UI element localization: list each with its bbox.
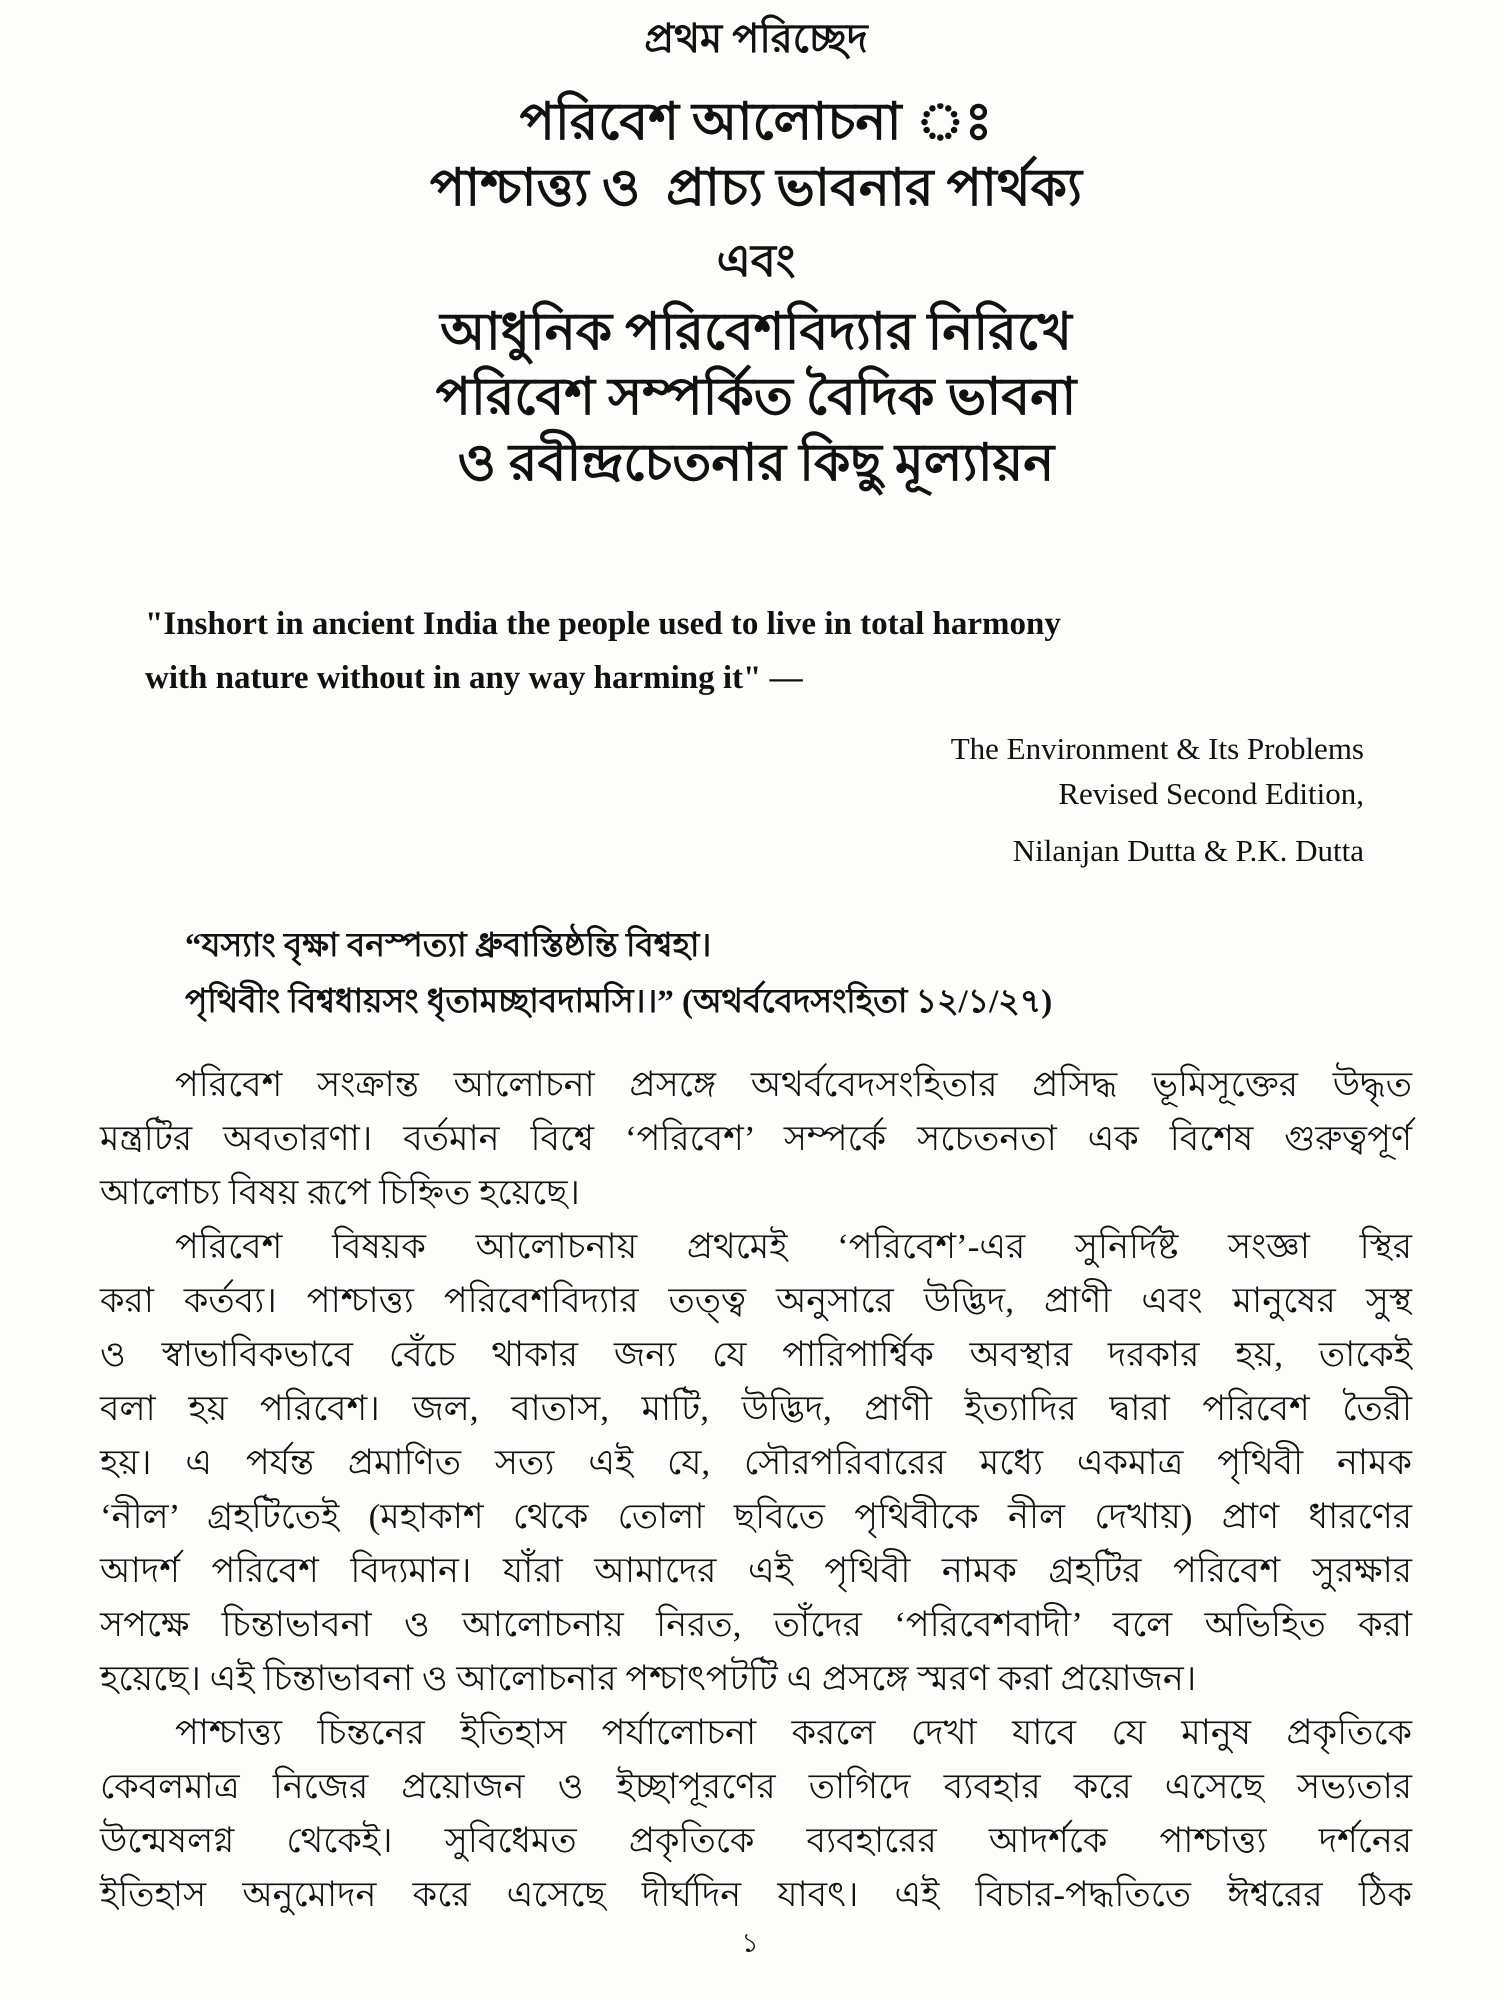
body-line: পরিবেশ সংক্রান্ত আলোচনা প্রসঙ্গে অথর্ববেদসংহিতার প্রসিদ্ধ ভূমিসূক্তের উদ্ধৃত [175,1065,1412,1105]
body-line: আদর্শ পরিবেশ বিদ্যমান। যাঁরা আমাদের এই পৃথিবী নামক গ্রহটির পরিবেশ সুরক্ষার [100,1551,1412,1591]
body-line: ইতিহাস অনুমোদন করে এসেছে দীর্ঘদিন যাবৎ। এই বিচার-পদ্ধতিতে ঈশ্বরের ঠিক [100,1875,1412,1915]
body-line: আলোচ্য বিষয় রূপে চিহ্নিত হয়েছে। [100,1173,580,1213]
vedic-verse [100,918,1412,1030]
verse-line-2: পৃথিবীং বিশ্বধায়সং ধৃতামচ্ছাবদামসি।।” (অথর্ববেদসংহিতা ১২/১/২৭) [185,984,1053,1021]
body-line: ‘নীল’ গ্রহটিতেই (মহাকাশ থেকে তোলা ছবিতে পৃথিবীকে নীল দেখায়) প্রাণ ধারণের [100,1497,1412,1537]
paragraph-3 [100,1706,1412,1922]
body-line: পরিবেশ বিষয়ক আলোচনায় প্রথমেই ‘পরিবেশ’-এর সুনির্দিষ্ট সংজ্ঞা স্থির [175,1227,1412,1267]
body-text [100,1058,1412,1922]
body-line: উন্মেষলগ্ন থেকেই। সুবিধেমত প্রকৃতিকে ব্যবহারের আদর্শকে পাশ্চাত্ত্য দর্শনের [100,1821,1412,1861]
body-line: করা কর্তব্য। পাশ্চাত্ত্য পরিবেশবিদ্যার তত্ত্ব অনুসারে উদ্ভিদ, প্রাণী এবং মানুষের সুস্থ [100,1281,1412,1321]
body-line: ও স্বাভাবিকভাবে বেঁচে থাকার জন্য যে পারিপার্শ্বিক অবস্থার দরকার হয়, তাকেই [100,1335,1412,1375]
title-line-5: পরিবেশ সম্পর্কিত বৈদিক ভাবনা [435,369,1077,427]
attribution [100,727,1412,874]
body-line: সপক্ষে চিন্তাভাবনা ও আলোচনায় নিরত, তাঁদের ‘পরিবেশবাদী’ বলে অভিহিত করা [100,1605,1412,1645]
attribution-edition: Revised Second Edition, [1058,776,1364,812]
verse-line-1: “যস্যাং বৃক্ষা বনস্পত্যা ধ্রুবাস্তিষ্ঠন্তি বিশ্বহা। [185,927,712,964]
page-number: ১ [741,1928,759,1958]
title-block [100,90,1412,496]
title-line-3: এবং [716,236,796,287]
body-line: হয়। এ পর্যন্ত প্রমাণিত সত্য এই যে, সৌরপরিবারের মধ্যে একমাত্র পৃথিবী নামক [100,1443,1412,1483]
paragraph-2 [100,1220,1412,1706]
body-line: পাশ্চাত্ত্য চিন্তনের ইতিহাস পর্যালোচনা করলে দেখা যাবে যে মানুষ প্রকৃতিকে [175,1713,1412,1753]
body-line: কেবলমাত্র নিজের প্রয়োজন ও ইচ্ছাপূরণের তাগিদে ব্যবহার করে এসেছে সভ্যতার [100,1767,1412,1807]
title-line-1: পরিবেশ আলোচনা ঃ [519,94,993,151]
title-line-4: আধুনিক পরিবেশবিদ্যার নিরিখে [440,303,1072,361]
english-quote-line-1: "Inshort in ancient India the people used to live in total harmony [145,606,1061,643]
attribution-authors: Nilanjan Dutta & P.K. Dutta [1012,833,1364,869]
body-line: হয়েছে। এই চিন্তাভাবনা ও আলোচনার পশ্চাৎপটটি এ প্রসঙ্গে স্মরণ করা প্রয়োজন। [100,1659,1197,1699]
paragraph-1 [100,1058,1412,1220]
title-line-2: পাশ্চাত্ত্য ও প্রাচ্য ভাবনার পার্থক্য [429,159,1083,217]
title-line-6: ও রবীন্দ্রচেতনার কিছু মূল্যায়ন [457,434,1055,492]
english-quote-line-2: with nature without in any way harming it" — [145,659,803,696]
attribution-source: The Environment & Its Problems [950,731,1364,767]
english-quote [100,598,1412,705]
body-line: মন্ত্রটির অবতারণা। বর্তমান বিশ্বে ‘পরিবেশ’ সম্পর্কে সচেতনতা এক বিশেষ গুরুত্বপূর্ণ [100,1119,1412,1159]
body-line: বলা হয় পরিবেশ। জল, বাতাস, মাটি, উদ্ভিদ, প্রাণী ইত্যাদির দ্বারা পরিবেশ তৈরী [100,1389,1412,1429]
chapter-heading: প্রথম পরিচ্ছেদ [644,16,868,61]
